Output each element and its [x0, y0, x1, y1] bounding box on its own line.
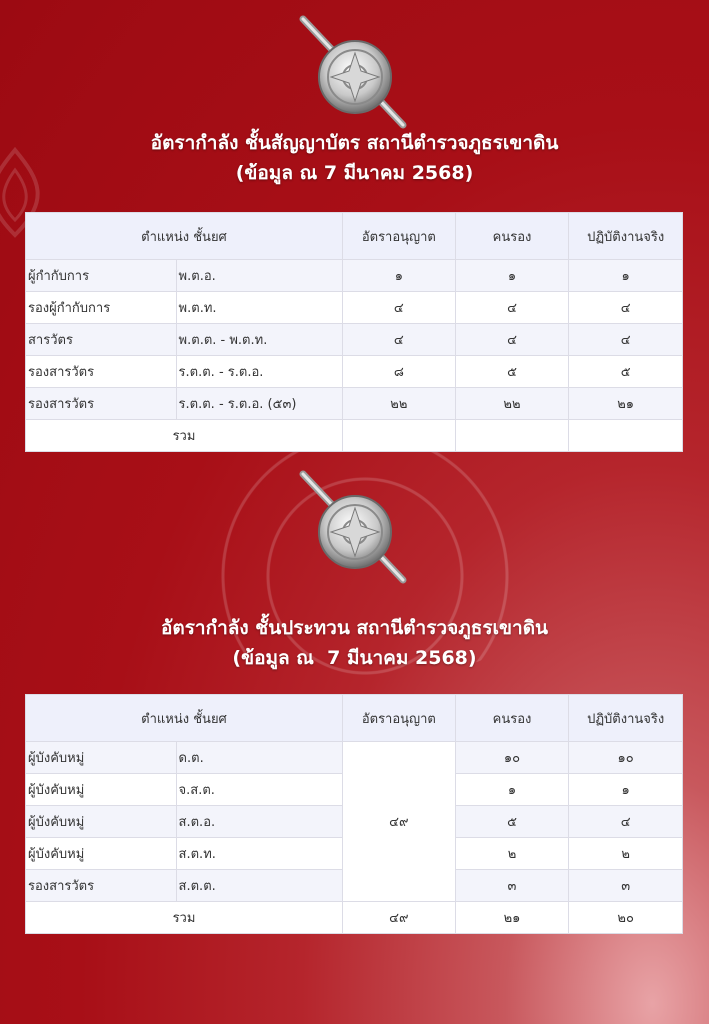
cell-holding [455, 420, 569, 452]
cell-actual: ๒ [569, 838, 683, 870]
table-row [26, 742, 683, 774]
cell-position: ผู้บังคับหมู่ [26, 838, 177, 870]
table1-subtitle: (ข้อมูล ณ 7 มีนาคม 2568) [235, 162, 474, 184]
header-position: ตำแหน่ง ชั้นยศ [26, 213, 343, 260]
cell-rank: ส.ต.อ. [176, 806, 342, 838]
cell-position: รองสารวัตร [26, 356, 177, 388]
table1-title: อัตรากำลัง ชั้นสัญญาบัตร สถานีตำรวจภูธรเขาดิน [150, 132, 559, 154]
cell-actual: ๓ [569, 870, 683, 902]
header-actual: ปฏิบัติงานจริง [569, 213, 683, 260]
total-allowed: ๔๙ [343, 902, 456, 934]
table2-subtitle: (ข้อมูล ณ 7 มีนาคม 2568) [232, 647, 477, 669]
header-position: ตำแหน่ง ชั้นยศ [26, 695, 343, 742]
cell-position: ผู้บังคับหมู่ [26, 806, 177, 838]
cell-holding: ๔ [455, 292, 569, 324]
total-label: รวม [26, 902, 343, 934]
police-emblem-icon [295, 470, 415, 590]
cell-actual: ๔ [569, 324, 683, 356]
cell-actual: ๔ [569, 292, 683, 324]
cell-actual: ๕ [569, 356, 683, 388]
cell-position: รองสารวัตร [26, 388, 177, 420]
cell-position: รองสารวัตร [26, 870, 177, 902]
cell-holding: ๒ [455, 838, 569, 870]
cell-rank: พ.ต.อ. [176, 260, 342, 292]
table-total-row [26, 420, 683, 452]
cell-allowed: ๘ [343, 356, 456, 388]
total-label: รวม [26, 420, 343, 452]
cell-allowed: ๔ [343, 324, 456, 356]
header-actual: ปฏิบัติงานจริง [569, 695, 683, 742]
cell-rank: ส.ต.ท. [176, 838, 342, 870]
table-row [26, 356, 683, 388]
table-total-row [26, 902, 683, 934]
cell-rank: ร.ต.ต. - ร.ต.อ. (๕๓) [176, 388, 342, 420]
table2-title: อัตรากำลัง ชั้นประทวน สถานีตำรวจภูธรเขาดิน [160, 617, 549, 639]
total-holding: ๒๑ [455, 902, 569, 934]
cell-holding: ๔ [455, 324, 569, 356]
cell-actual: ๑ [569, 774, 683, 806]
cell-rank: ร.ต.ต. - ร.ต.อ. [176, 356, 342, 388]
cell-actual: ๑ [569, 260, 683, 292]
table-row [26, 388, 683, 420]
cell-holding: ๑๐ [455, 742, 569, 774]
commissioned-officers-table [25, 212, 683, 452]
cell-rank: ด.ต. [176, 742, 342, 774]
cell-allowed-merged: ๔๙ [343, 742, 456, 902]
cell-position: ผู้บังคับหมู่ [26, 742, 177, 774]
cell-rank: พ.ต.ท. [176, 292, 342, 324]
cell-position: รองผู้กำกับการ [26, 292, 177, 324]
cell-holding: ๒๒ [455, 388, 569, 420]
cell-allowed: ๑ [343, 260, 456, 292]
cell-holding: ๓ [455, 870, 569, 902]
cell-holding: ๕ [455, 806, 569, 838]
police-emblem-icon [295, 15, 415, 135]
cell-actual [569, 420, 683, 452]
cell-position: สารวัตร [26, 324, 177, 356]
cell-actual: ๒๑ [569, 388, 683, 420]
header-holding: คนรอง [455, 213, 569, 260]
cell-allowed: ๔ [343, 292, 456, 324]
header-allowed: อัตราอนุญาต [343, 695, 456, 742]
header-holding: คนรอง [455, 695, 569, 742]
cell-rank: ส.ต.ต. [176, 870, 342, 902]
header-allowed: อัตราอนุญาต [343, 213, 456, 260]
cell-allowed: ๒๒ [343, 388, 456, 420]
table-row [26, 260, 683, 292]
cell-allowed [343, 420, 456, 452]
cell-holding: ๑ [455, 260, 569, 292]
cell-position: ผู้บังคับหมู่ [26, 774, 177, 806]
non-commissioned-officers-table [25, 694, 683, 934]
table-row [26, 324, 683, 356]
cell-position: ผู้กำกับการ [26, 260, 177, 292]
table-header-row [26, 695, 683, 742]
cell-rank: จ.ส.ต. [176, 774, 342, 806]
table-header-row [26, 213, 683, 260]
cell-holding: ๑ [455, 774, 569, 806]
cell-rank: พ.ต.ต. - พ.ต.ท. [176, 324, 342, 356]
total-actual: ๒๐ [569, 902, 683, 934]
cell-holding: ๕ [455, 356, 569, 388]
cell-actual: ๑๐ [569, 742, 683, 774]
table-row [26, 292, 683, 324]
cell-actual: ๔ [569, 806, 683, 838]
